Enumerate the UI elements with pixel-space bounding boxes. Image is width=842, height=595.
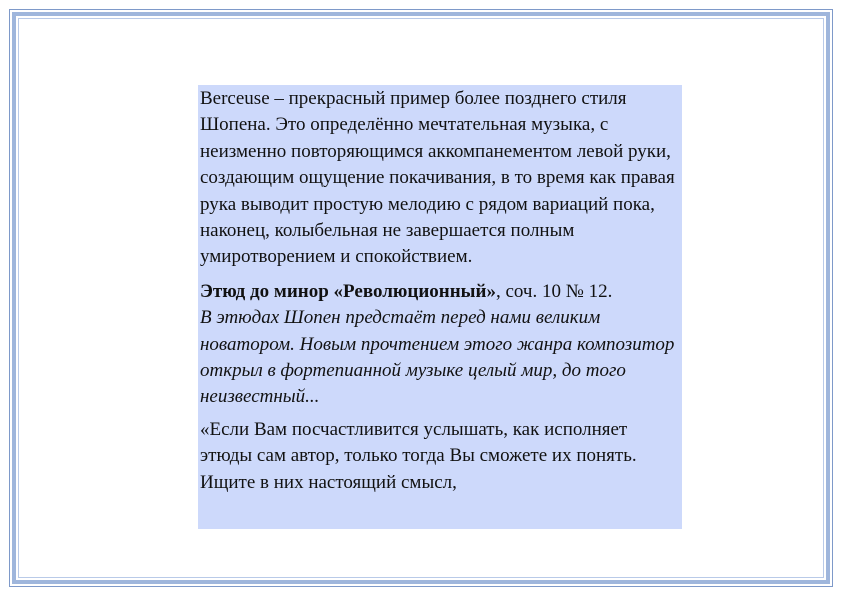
author-quote-paragraph: «Если Вам посчастливится услышать, как исполняет этюды сам автор, только тогда Вы сможете их понять. Ищите в них настоящий смысл, [200,418,637,493]
etude-opus: , соч. 10 № 12. [495,280,613,302]
text-block [198,85,682,529]
berceuse-paragraph: Berceuse – прекрасный пример более позднего стиля Шопена. Это определённо мечтательная музыка, с неизменно повторяющимся аккомпанементом левой руки, создающим ощущение покачивания, в то время как правая рука выводит простую мелодию с рядом вариаций пока, наконец, колыбельная не завершается полным умиротворением и спокойствием. [200,88,675,268]
etude-quote: В этюдах Шопен предстаёт перед нами великим новатором. Новым прочтением этого жанра композитор открыл в фортепианной музыке целый мир, до того неизвестный... [200,307,675,408]
etude-title: Этюд до минор «Революционный» [200,280,496,302]
etude-paragraph [200,279,682,411]
